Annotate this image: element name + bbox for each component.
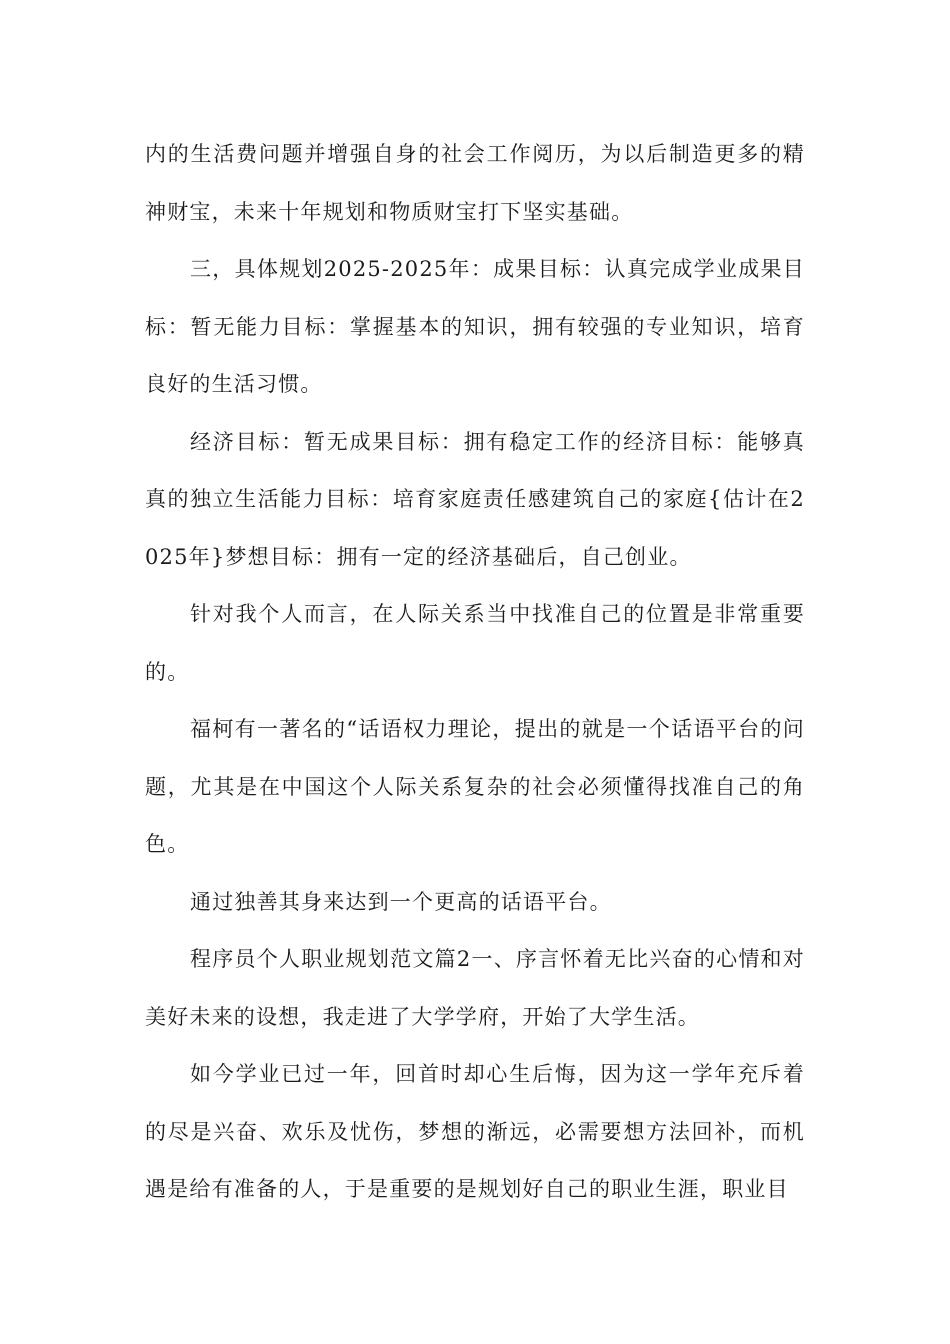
paragraph-foucault: 福柯有一著名的“话语权力理论，提出的就是一个话语平台的问题，尤其是在中国这个人际关系复杂的社会必须懂得找准自己的角色。 [145, 717, 805, 856]
paragraph-reflection: 如今学业已过一年，回首时却心生后悔，因为这一学年充斥着的尽是兴奋、欢乐及忧伤，梦想的渐远，必需要想方法回补，而机遇是给有准备的人，于是重要的是规划好自己的职业生涯，职业目 [145, 1062, 805, 1201]
paragraph-economic-goals: 经济目标：暂无成果目标：拥有稳定工作的经济目标：能够真真的独立生活能力目标：培育家庭责任感建筑自己的家庭{估计在2025年}梦想目标：拥有一定的经济基础后，自己创业。 [145, 429, 805, 569]
paragraph-interpersonal: 针对我个人而言，在人际关系当中找准自己的位置是非常重要的。 [145, 602, 805, 684]
paragraph-discourse-platform: 通过独善其身来达到一个更高的话语平台。 [190, 889, 612, 914]
paragraph-continuation: 内的生活费问题并增强自身的社会工作阅历，为以后制造更多的精神财宝，未来十年规划和物质财宝打下坚实基础。 [145, 142, 805, 224]
paragraph-specific-plan: 三，具体规划2025-2025年：成果目标：认真完成学业成果目标：暂无能力目标：掌握基本的知识，拥有较强的专业知识，培育良好的生活习惯。 [145, 257, 805, 396]
paragraph-article-2-preface: 程序员个人职业规划范文篇2一、序言怀着无比兴奋的心情和对美好未来的设想，我走进了大学学府，开始了大学生活。 [145, 947, 805, 1029]
document-body [145, 126, 805, 1219]
